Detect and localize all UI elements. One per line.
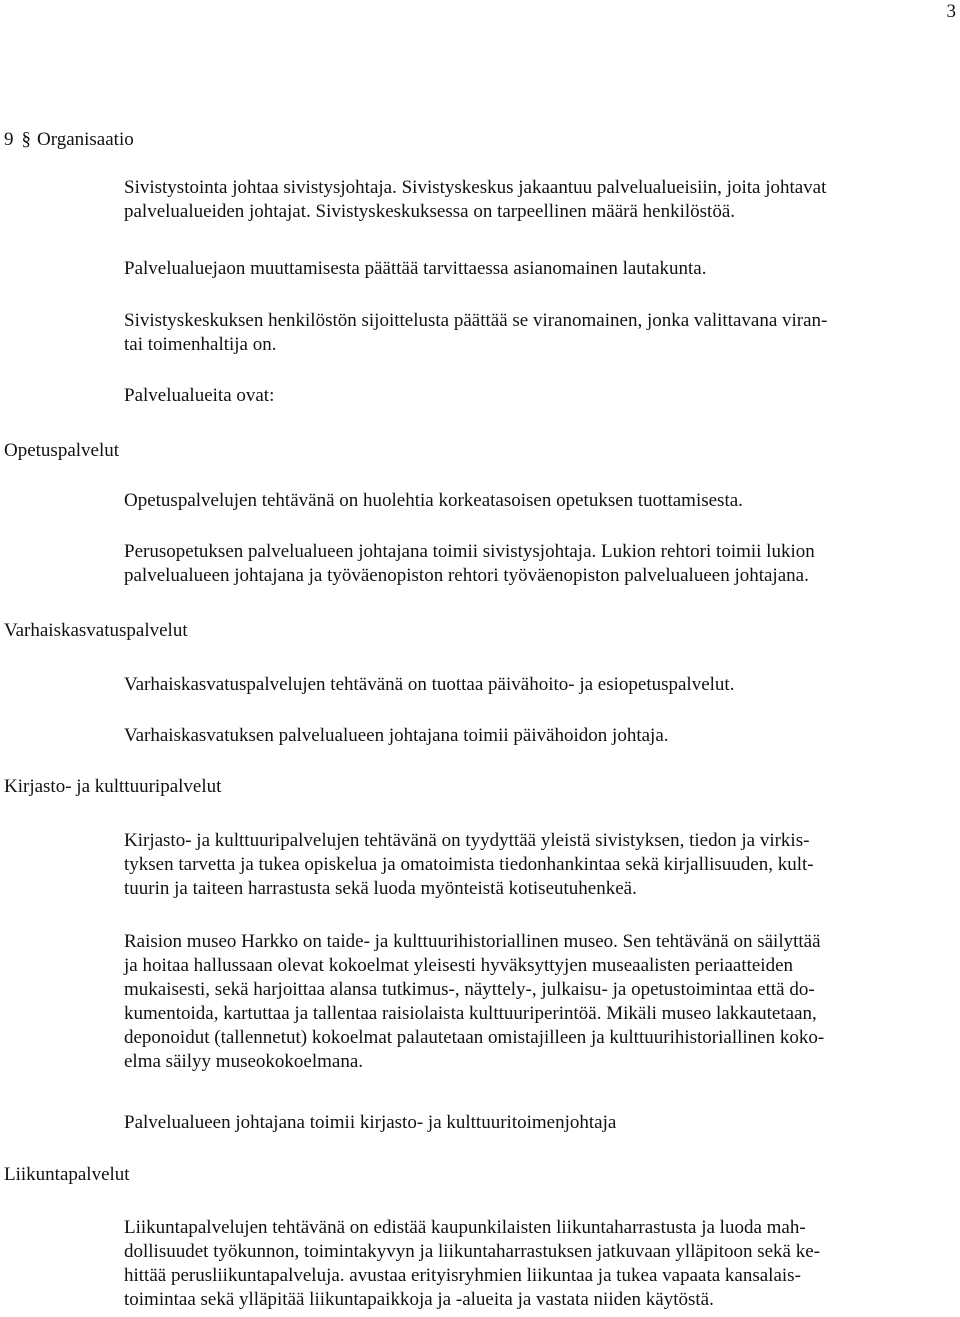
intro-paragraph-3: Sivistyskeskuksen henkilöstön sijoittelusta päättää se viranomainen, jonka valittavana viran- tai toimenhaltija on. [124,310,828,355]
section-heading [4,128,134,152]
heading-liikuntapalvelut: Liikuntapalvelut [4,1164,130,1185]
heading-opetuspalvelut: Opetuspalvelut [4,440,120,461]
kirjasto-paragraph-2: Raision museo Harkko on taide- ja kulttuurihistoriallinen museo. Sen tehtävänä on säilyttää ja hoitaa hallussaan olevat kokoelmat yleisesti hyväksyttyjen museaalisten periaatteiden mukaisesti, sekä harjoittaa alansa tutkimus-, näyttely-, julkaisu- ja opetustoimintaa että do- kumentoida, kartuttaa ja tallentaa raisiolaista kulttuuriperintöä. Mikäli museo lakkautetaan, deponoidut (tallennetut) kokoelmat palautetaan omistajilleen ja kulttuurihistoriallinen koko- elma säilyy museokokoelmana. [124,931,825,1072]
intro-paragraph-1: Sivistystointa johtaa sivistysjohtaja. Sivistyskeskus jakaantuu palvelualueisiin, joita johtavat palvelualueiden johtajat. Sivistyskeskuksessa on tarpeellinen määrä henkilöstöä. [124,177,827,222]
heading-kirjasto-ja-kulttuuripalvelut: Kirjasto- ja kulttuuripalvelut [4,776,222,797]
varhais-paragraph-2: Varhaiskasvatuksen palvelualueen johtajana toimii päivähoidon johtaja. [124,725,669,746]
varhais-paragraph-1: Varhaiskasvatuspalvelujen tehtävänä on tuottaa päivähoito- ja esiopetuspalvelut. [124,674,735,695]
opetus-paragraph-1: Opetuspalvelujen tehtävänä on huolehtia korkeatasoisen opetuksen tuottamisesta. [124,490,743,511]
intro-paragraph-4: Palvelualueita ovat: [124,385,275,406]
intro-paragraph-2: Palvelualuejaon muuttamisesta päättää tarvittaessa asianomainen lautakunta. [124,258,707,279]
liikunta-paragraph-1: Liikuntapalvelujen tehtävänä on edistää kaupunkilaisten liikuntaharrastusta ja luoda mah- dollisuudet työkunnon, toimintakyvyn ja liikuntaharrastuksen jatkuvaan ylläpitoon sekä ke- hittää perusliikuntapalveluja. avustaa erityisryhmien liikuntaa ja tukea vapaata kansalais- toimintaa sekä ylläpitää liikuntapaikkoja ja -alueita ja vastata niiden käytöstä. [124,1217,821,1310]
kirjasto-paragraph-3: Palvelualueen johtajana toimii kirjasto- ja kulttuuritoimenjohtaja [124,1112,617,1133]
opetus-paragraph-2: Perusopetuksen palvelualueen johtajana toimii sivistysjohtaja. Lukion rehtori toimii lukion palvelualueen johtajana ja työväenopiston rehtori työväenopiston palvelualueen johtajana. [124,541,815,586]
section-title: Organisaatio [37,129,134,150]
section-number: 9 [4,129,14,150]
heading-varhaiskasvatuspalvelut: Varhaiskasvatuspalvelut [4,620,188,641]
kirjasto-paragraph-1: Kirjasto- ja kulttuuripalvelujen tehtävänä on tyydyttää yleistä sivistyksen, tiedon ja virkis- tyksen tarvetta ja tukea opiskelua ja omatoimista tiedonhankintaa sekä kirjallisuuden, kult- tuurin ja taiteen harrastusta sekä luoda myönteistä kotiseutuhenkeä. [124,830,814,899]
page-number: 3 [946,1,956,22]
section-symbol: § [21,129,31,150]
